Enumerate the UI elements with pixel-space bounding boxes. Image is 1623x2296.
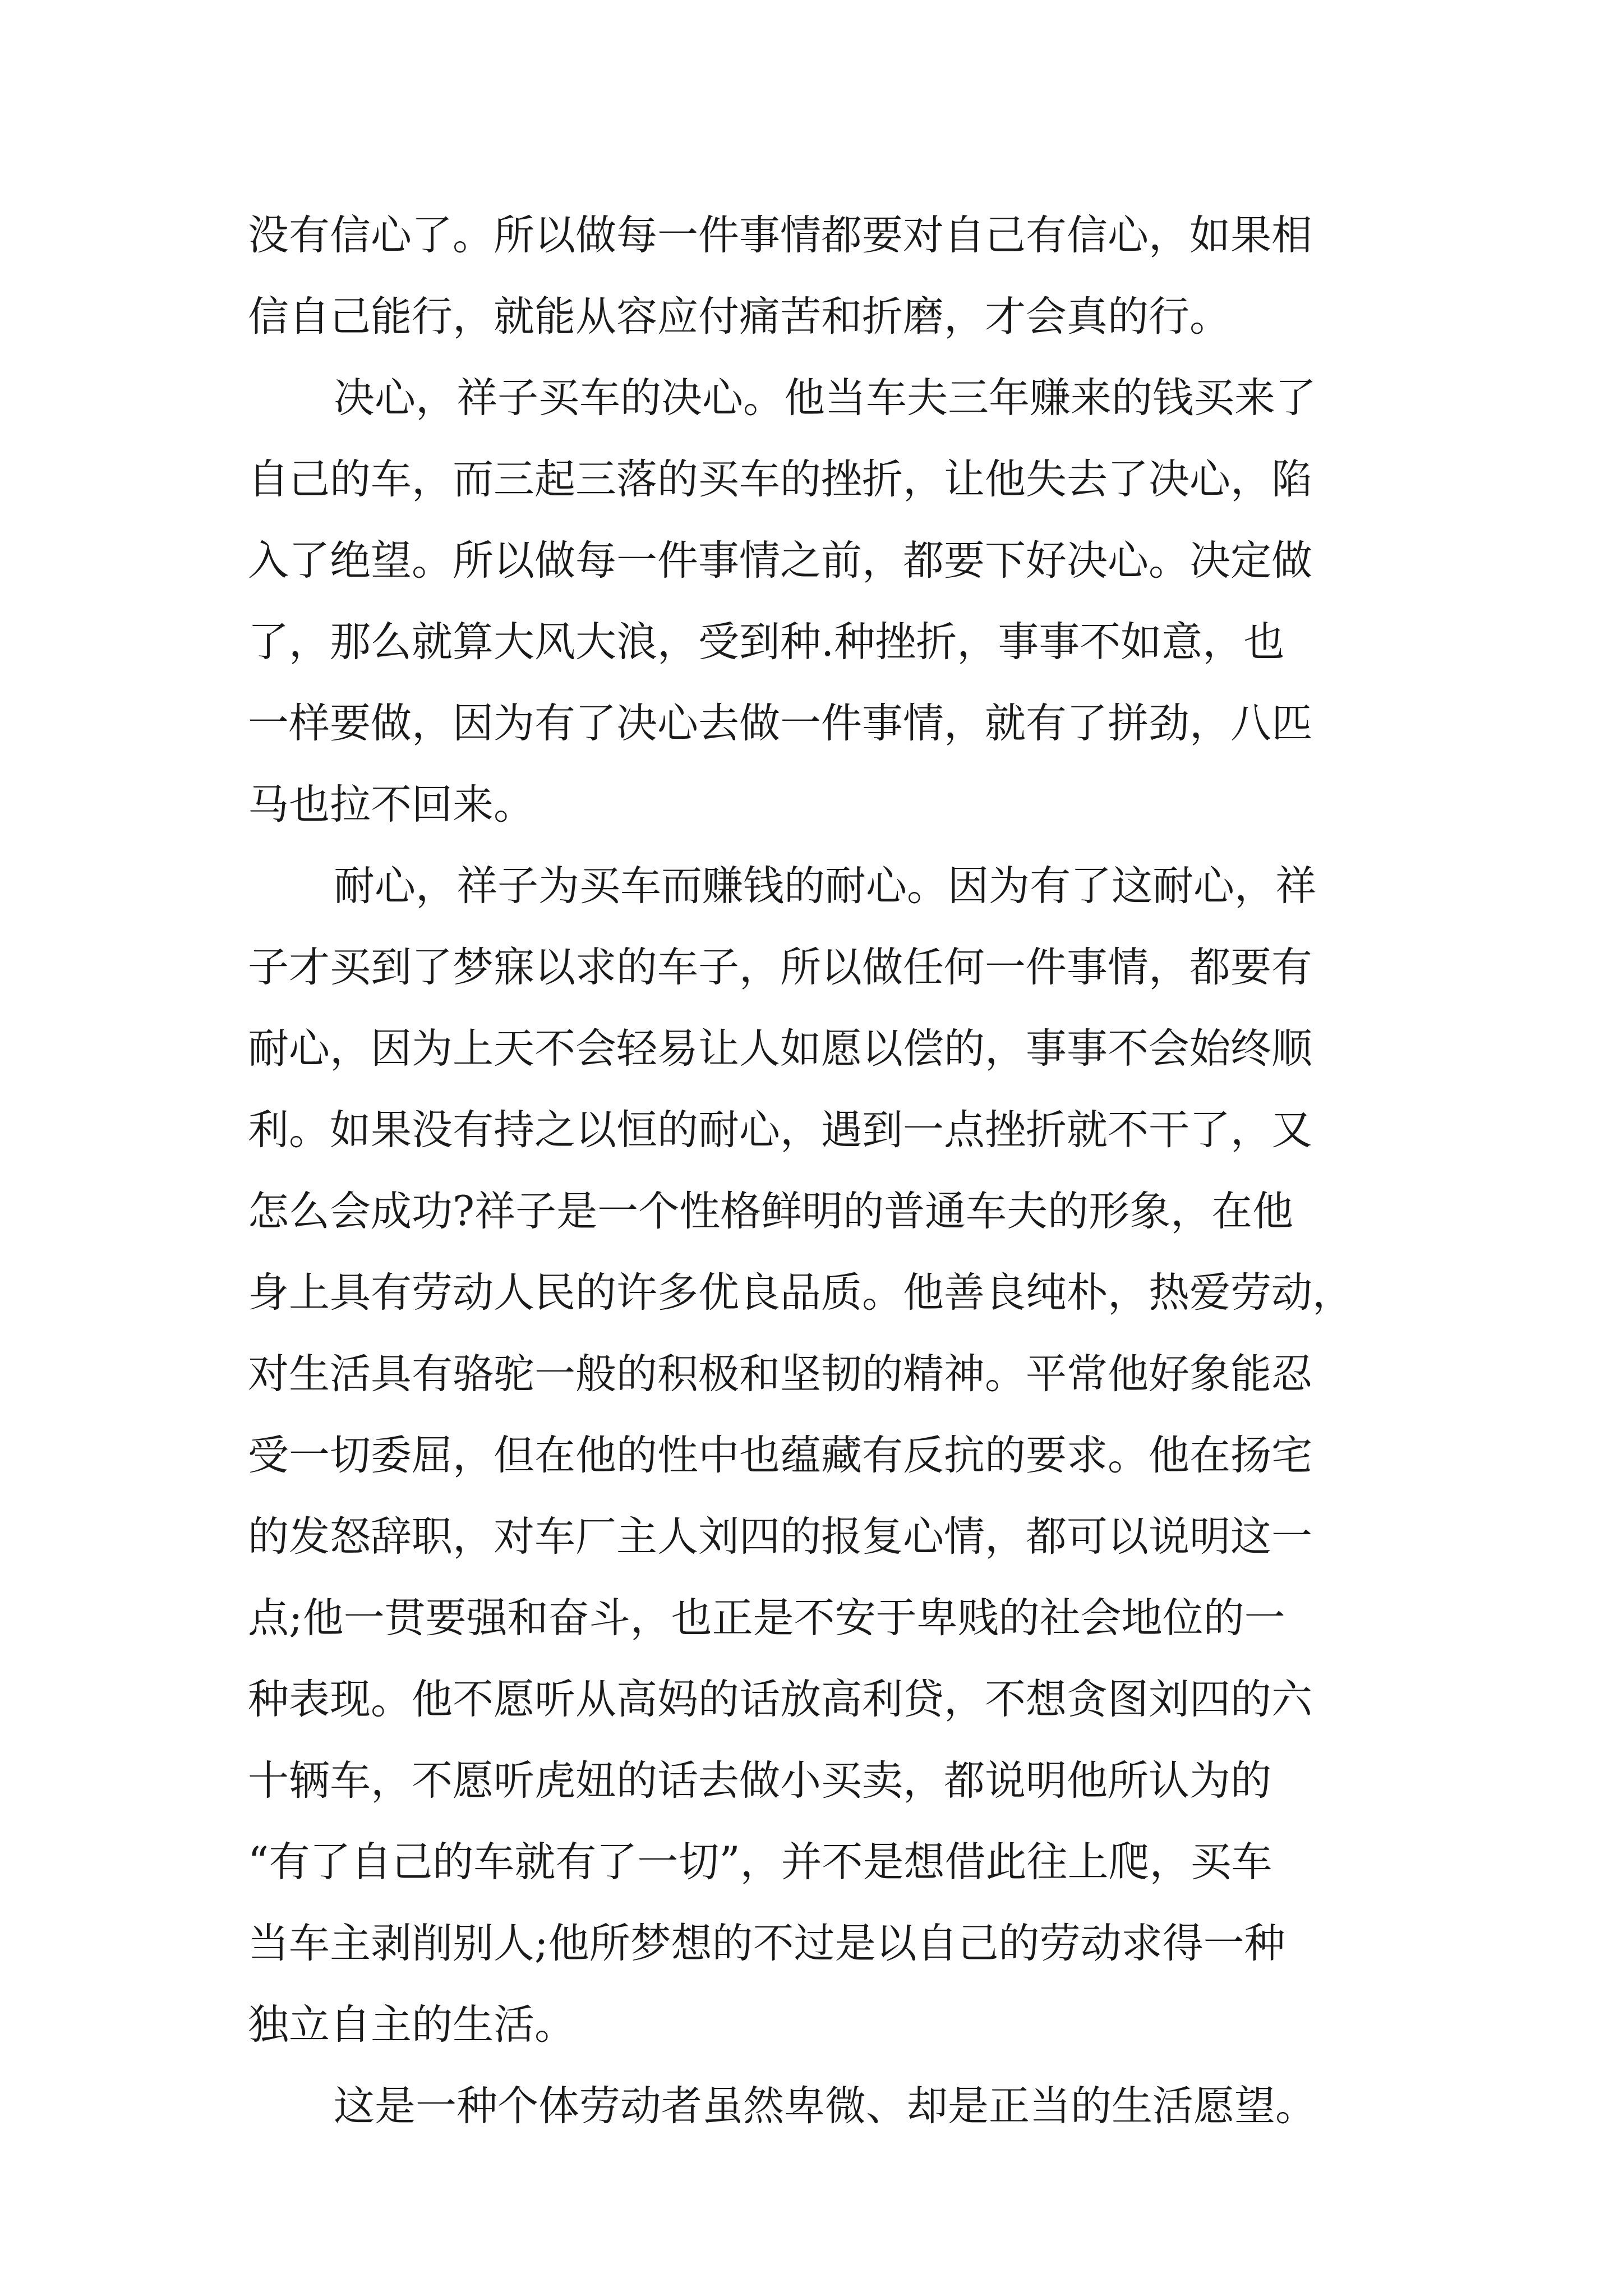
text-line: 受一切委屈，但在他的性中也蕴藏有反抗的要求。他在扬宅 [248,1432,1312,1479]
text-line: 当车主剥削别人;他所梦想的不过是以自己的劳动求得一种 [248,1920,1285,1967]
text-line: 入了绝望。所以做每一件事情之前，都要下好决心。决定做 [248,537,1312,585]
text-line: 种表现。他不愿听从高妈的话放高利贷，不想贪图刘四的六 [248,1676,1312,1723]
text-line: 怎么会成功?祥子是一个性格鲜明的普通车夫的形象，在他 [248,1188,1294,1235]
text-line: 对生活具有骆驼一般的积极和坚韧的精神。平常他好象能忍 [248,1350,1312,1398]
text-line: 了，那么就算大风大浪，受到种.种挫折，事事不如意，也 [248,618,1285,666]
text-line: 信自己能行，就能从容应付痛苦和折磨，才会真的行。 [248,293,1230,341]
text-line: 耐心，因为上天不会轻易让人如愿以偿的，事事不会始终顺 [248,1025,1312,1073]
text-line: 利。如果没有持之以恒的耐心，遇到一点挫折就不干了，又 [248,1106,1312,1154]
text-line: 一样要做，因为有了决心去做一件事情，就有了拼劲，八匹 [248,700,1312,747]
text-line: 身上具有劳动人民的许多优良品质。他善良纯朴，热爱劳动， [248,1269,1353,1317]
paragraph-first-line: 决心，祥子买车的决心。他当车夫三年赚来的钱买来了 [334,374,1316,422]
text-line: 自己的车，而三起三落的买车的挫折，让他失去了决心，陷 [248,455,1312,503]
text-line: 子才买到了梦寐以求的车子，所以做任何一件事情，都要有 [248,944,1312,991]
text-line: 没有信心了。所以做每一件事情都要对自己有信心，如果相 [248,211,1312,259]
text-line: 十辆车，不愿听虎妞的话去做小买卖，都说明他所认为的 [248,1757,1271,1805]
text-line: 点;他一贯要强和奋斗，也正是不安于卑贱的社会地位的一 [248,1594,1285,1642]
text-line: “有了自己的车就有了一切”，并不是想借此往上爬，买车 [248,1838,1272,1886]
paragraph-first-line: 这是一种个体劳动者虽然卑微、却是正当的生活愿望。 [334,2082,1316,2130]
paragraph-first-line: 耐心，祥子为买车而赚钱的耐心。因为有了这耐心，祥 [334,862,1316,910]
text-line: 的发怒辞职，对车厂主人刘四的报复心情，都可以说明这一 [248,1513,1312,1561]
text-line: 独立自主的生活。 [248,2001,575,2049]
text-line: 马也拉不回来。 [248,781,534,829]
